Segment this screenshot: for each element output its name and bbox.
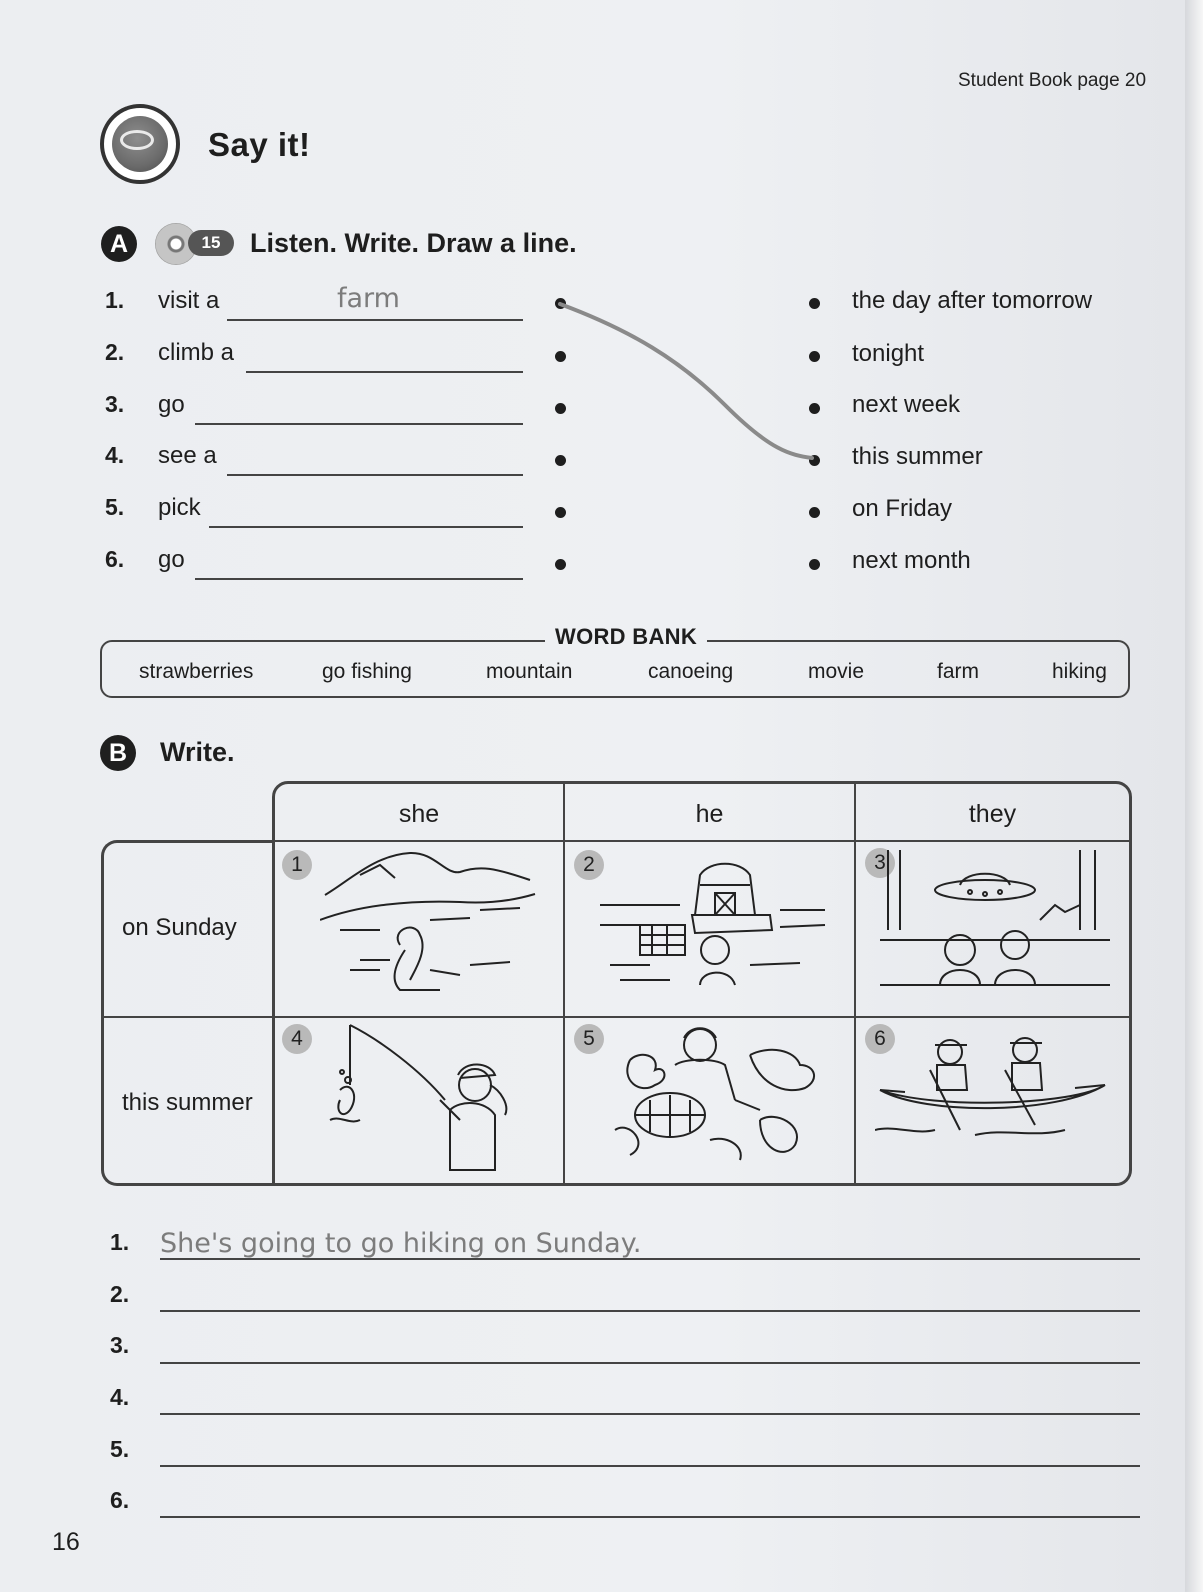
answer-blank[interactable] <box>209 526 523 528</box>
write-line-number: 6. <box>110 1487 130 1513</box>
word-bank-word: mountain <box>486 660 573 683</box>
farm-scene-icon <box>600 855 830 1005</box>
write-line-number: 5. <box>110 1436 130 1462</box>
item-6 <box>105 546 525 586</box>
part-a-badge: A <box>101 226 137 262</box>
grid-divider <box>272 840 1132 842</box>
column-header-they: they <box>968 800 1017 828</box>
item-number: 4. <box>105 442 125 468</box>
word-bank-word: strawberries <box>139 660 254 683</box>
item-phrase: climb a <box>158 339 235 366</box>
word-bank-word: farm <box>937 660 979 683</box>
strawberries-scene-icon <box>610 1020 835 1170</box>
item-1 <box>105 283 525 327</box>
picture-number: 3 <box>865 848 895 878</box>
hiking-scene-icon <box>320 850 540 1000</box>
page-edge <box>1185 0 1203 1592</box>
write-line-number: 4. <box>110 1384 130 1410</box>
item-phrase: pick <box>158 494 201 521</box>
item-2 <box>105 339 525 379</box>
grid-divider <box>101 1016 1132 1018</box>
match-dot-right-6[interactable] <box>809 559 820 570</box>
item-number: 1. <box>105 287 125 313</box>
answer-blank[interactable] <box>195 423 523 425</box>
handwritten-answer: farm <box>337 283 400 314</box>
answer-blank[interactable] <box>227 474 523 476</box>
drawn-match-line <box>550 290 825 475</box>
section-title: Say it! <box>208 126 311 163</box>
handwritten-sentence: She's going to go hiking on Sunday. <box>160 1228 642 1259</box>
write-line[interactable] <box>160 1516 1140 1518</box>
fishing-scene-icon <box>320 1020 540 1175</box>
row-header-this-summer: this summer <box>122 1089 253 1116</box>
time-phrase-4: this summer <box>852 443 983 470</box>
item-number: 5. <box>105 494 125 520</box>
page-number: 16 <box>52 1528 80 1556</box>
say-it-speech-icon <box>100 104 180 184</box>
picture-number: 4 <box>282 1024 312 1054</box>
item-3 <box>105 391 525 431</box>
column-header-he: he <box>695 800 724 828</box>
write-line-number: 3. <box>110 1332 130 1358</box>
word-bank-word: canoeing <box>648 660 734 683</box>
row-header-on-sunday: on Sunday <box>122 914 237 941</box>
item-number: 6. <box>105 546 125 572</box>
time-phrase-1: the day after tomorrow <box>852 287 1093 314</box>
match-dot-left-5[interactable] <box>555 507 566 518</box>
word-bank-word: hiking <box>1052 660 1107 683</box>
student-book-reference: Student Book page 20 <box>958 70 1147 91</box>
item-phrase: visit a <box>158 287 220 314</box>
write-line-number: 1. <box>110 1229 130 1255</box>
picture-number: 1 <box>282 850 312 880</box>
track-number: 15 <box>188 230 234 256</box>
answer-blank[interactable] <box>195 578 523 580</box>
time-phrase-5: on Friday <box>852 495 953 522</box>
item-4 <box>105 442 525 482</box>
part-b-instruction: Write. <box>160 737 235 767</box>
write-line[interactable] <box>160 1362 1140 1364</box>
item-phrase: go <box>158 546 185 573</box>
item-phrase: go <box>158 391 185 418</box>
part-b-badge: B <box>100 735 136 771</box>
picture-number: 2 <box>574 850 604 880</box>
answer-blank[interactable] <box>246 371 523 373</box>
item-5 <box>105 494 525 534</box>
write-line[interactable] <box>160 1413 1140 1415</box>
word-bank-word: movie <box>808 660 865 683</box>
picture-number: 5 <box>574 1024 604 1054</box>
picture-number: 6 <box>865 1024 895 1054</box>
answer-blank[interactable] <box>227 319 523 321</box>
word-bank-title: WORD BANK <box>545 624 707 650</box>
time-phrase-3: next week <box>852 391 961 418</box>
item-number: 2. <box>105 339 125 365</box>
movie-scene-icon <box>880 850 1120 1000</box>
time-phrase-6: next month <box>852 547 971 574</box>
match-dot-right-5[interactable] <box>809 507 820 518</box>
row-header-column <box>101 840 275 1186</box>
match-dot-left-6[interactable] <box>555 559 566 570</box>
word-bank-word: go fishing <box>322 660 412 683</box>
column-header-she: she <box>398 800 440 828</box>
item-number: 3. <box>105 391 125 417</box>
time-phrase-2: tonight <box>852 340 925 367</box>
part-a-instruction: Listen. Write. Draw a line. <box>250 228 577 258</box>
item-phrase: see a <box>158 442 217 469</box>
write-line[interactable] <box>160 1465 1140 1467</box>
write-line-number: 2. <box>110 1281 130 1307</box>
write-line[interactable] <box>160 1310 1140 1312</box>
canoeing-scene-icon <box>875 1030 1120 1165</box>
